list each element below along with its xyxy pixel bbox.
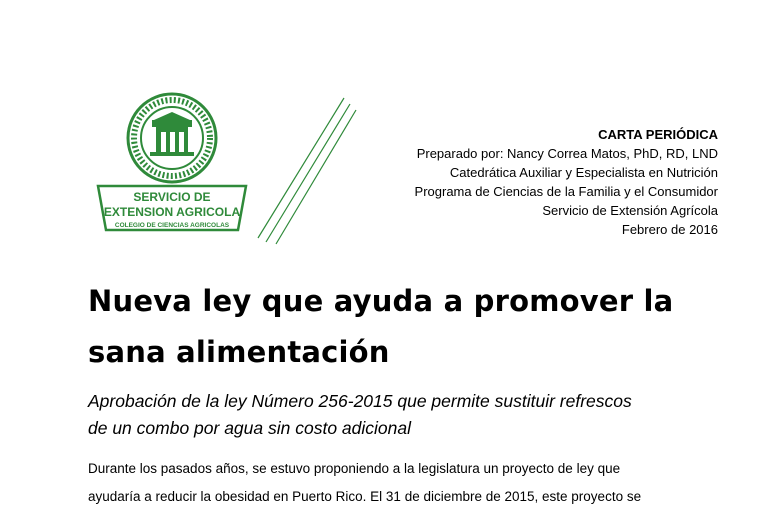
extension-agricola-logo bbox=[92, 90, 252, 240]
subtitle-line-2: de un combo por agua sin costo adicional bbox=[88, 418, 411, 438]
article-body bbox=[88, 455, 728, 508]
logo-line1: SERVICIO DE bbox=[133, 190, 211, 204]
article-subtitle bbox=[88, 388, 728, 442]
newsletter-header bbox=[415, 125, 718, 239]
program-name: Programa de Ciencias de la Familia y el Consumidor bbox=[414, 184, 718, 199]
body-line-1: Durante los pasados años, se estuvo proponiendo a la legislatura un proyecto de ley que bbox=[88, 461, 621, 476]
service-name: Servicio de Extensión Agrícola bbox=[542, 203, 718, 218]
author-position: Catedrática Auxiliar y Especialista en Nutrición bbox=[449, 165, 718, 180]
body-line-2: ayudaría a reducir la obesidad en Puerto Rico. El 31 de diciembre de 2015, este proyecto se bbox=[88, 489, 642, 504]
article-title bbox=[88, 276, 708, 378]
logo-line2: EXTENSION AGRICOLA bbox=[103, 205, 241, 219]
title-line-2: sana alimentación bbox=[88, 335, 390, 369]
logo-line3: COLEGIO DE CIENCIAS AGRICOLAS bbox=[114, 222, 230, 229]
subtitle-line-1: Aprobación de la ley Número 256-2015 que permite sustituir refrescos bbox=[88, 391, 632, 411]
prepared-by: Preparado por: Nancy Correa Matos, PhD, RD, LND bbox=[416, 146, 718, 161]
title-line-1: Nueva ley que ayuda a promover la bbox=[88, 284, 674, 318]
publication-date: Febrero de 2016 bbox=[621, 222, 718, 237]
decorative-diagonal-lines bbox=[252, 96, 362, 246]
newsletter-type: CARTA PERIÓDICA bbox=[598, 127, 718, 142]
university-seal-icon bbox=[128, 94, 216, 182]
